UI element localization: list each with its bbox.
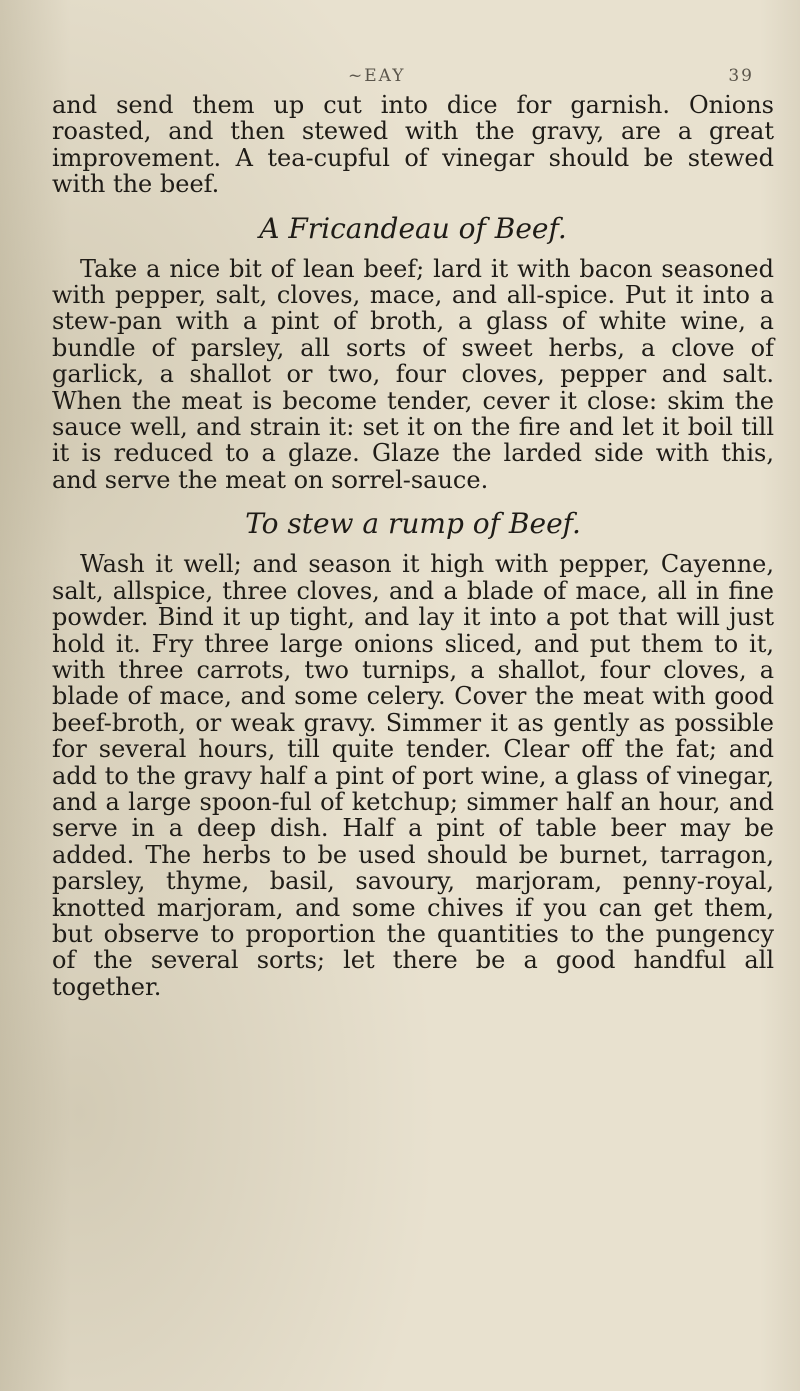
recipe-body-stew-rump: Wash it well; and season it high with pepper, Cayenne, salt, allspice, three cloves, and a blade of mace, all in fine powder. Bind it up tight, and lay it into a pot that will just hold it. Fry three large onions sliced, and put them to it, with three carrots, two turnips, a shallot, four cloves, a blade of mace, and some celery. Cover the meat with good beef-broth, or weak gravy. Simmer it as gently as possible for several hours, till quite tender. Clear off the fat; and add to the gravy half a pint of port wine, a glass of vinegar, and a large spoon-ful of ketchup; simmer half an hour, and serve in a deep dish. Half a pint of table beer may be added. The herbs to be used should be burnet, tarragon, parsley, thyme, basil, savoury, marjoram, penny-royal, knotted marjoram, and some chives if you can get them, but observe to proportion the quantities to the pungency of the several sorts; let there be a good handful all together. bbox=[52, 550, 774, 1001]
recipe-title-fricandeau: A Fricandeau of Beef. bbox=[259, 211, 567, 245]
continuation-paragraph: and send them up cut into dice for garnish. Onions roasted, and then stewed with the gravy, are a great improvement. A tea-cupful of vinegar should be stewed with the beef. bbox=[52, 91, 774, 199]
running-head-title: ~EAY bbox=[348, 66, 406, 86]
page-number: 39 bbox=[728, 66, 754, 86]
running-head bbox=[52, 62, 774, 92]
recipe-title-stew-rump: To stew a rump of Beef. bbox=[245, 507, 581, 541]
recipe-body-fricandeau: Take a nice bit of lean beef; lard it with bacon seasoned with pepper, salt, cloves, mace, and all-spice. Put it into a stew-pan with a pint of broth, a glass of white wine, a bundle of parsley, all sorts of sweet herbs, a clove of garlick, a shallot or two, four cloves, pepper and salt. When the meat is become tender, cever it close: skim the sauce well, and strain it: set it on the fire and let it boil till it is reduced to a glaze. Glaze the larded side with this, and serve the meat on sorrel-sauce. bbox=[52, 254, 774, 494]
book-page bbox=[52, 62, 774, 1000]
